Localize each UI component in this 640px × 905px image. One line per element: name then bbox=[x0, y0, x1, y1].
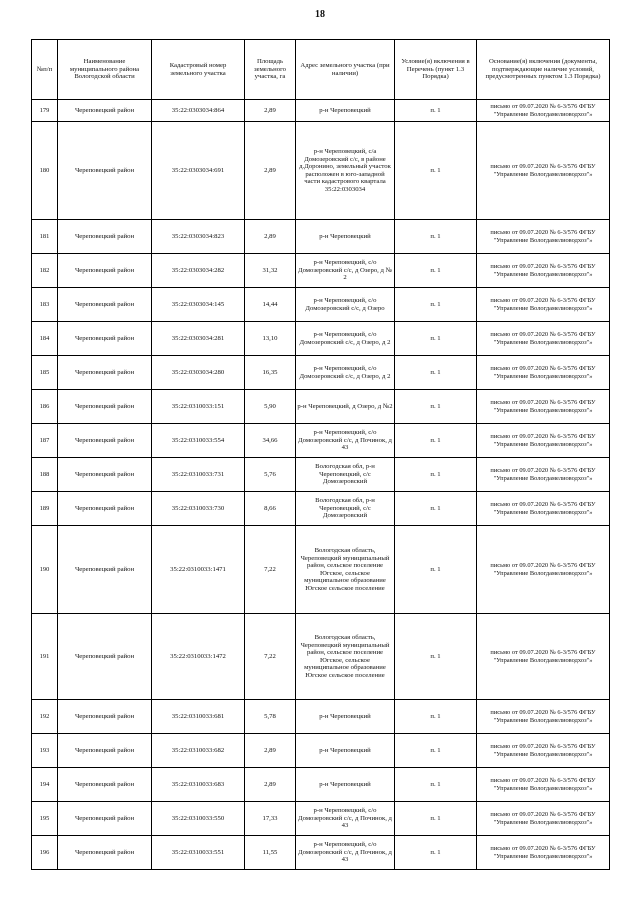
table-row bbox=[32, 100, 610, 122]
basis-cell: письмо от 09.07.2020 № 6-3/576 ФГБУ "Управление Вологдамелиоводхоз"» bbox=[477, 836, 610, 870]
basis-cell: письмо от 09.07.2020 № 6-3/576 ФГБУ "Управление Вологдамелиоводхоз"» bbox=[477, 526, 610, 614]
district-cell: Череповецкий район bbox=[58, 836, 152, 870]
cadastral-number-cell: 35:22:0303034:823 bbox=[152, 220, 245, 254]
address-cell: р-н Череповецкий, с/о Домозеровский с/с, д Починок, д 43 bbox=[296, 836, 395, 870]
area-cell: 34,66 bbox=[245, 424, 296, 458]
cadastral-number-cell: 35:22:0310033:730 bbox=[152, 492, 245, 526]
table-row bbox=[32, 424, 610, 458]
condition-cell: п. 1 bbox=[395, 526, 477, 614]
area-cell: 17,33 bbox=[245, 802, 296, 836]
basis-cell: письмо от 09.07.2020 № 6-3/576 ФГБУ "Управление Вологдамелиоводхоз"» bbox=[477, 458, 610, 492]
header-condition: Условие(я) включения в Перечень (пункт 1.3 Порядка) bbox=[395, 40, 477, 100]
condition-cell: п. 1 bbox=[395, 734, 477, 768]
table-row bbox=[32, 254, 610, 288]
district-cell: Череповецкий район bbox=[58, 100, 152, 122]
condition-cell: п. 1 bbox=[395, 836, 477, 870]
address-cell: р-н Череповецкий, с/о Домозеровский с/с, д Починок, д 43 bbox=[296, 802, 395, 836]
basis-cell: письмо от 09.07.2020 № 6-3/576 ФГБУ "Управление Вологдамелиоводхоз"» bbox=[477, 424, 610, 458]
address-cell: р-н Череповецкий bbox=[296, 768, 395, 802]
district-cell: Череповецкий район bbox=[58, 322, 152, 356]
district-cell: Череповецкий район bbox=[58, 768, 152, 802]
cadastral-number-cell: 35:22:0303034:864 bbox=[152, 100, 245, 122]
condition-cell: п. 1 bbox=[395, 390, 477, 424]
district-cell: Череповецкий район bbox=[58, 122, 152, 220]
district-cell: Череповецкий район bbox=[58, 492, 152, 526]
basis-cell: письмо от 09.07.2020 № 6-3/576 ФГБУ "Управление Вологдамелиоводхоз"» bbox=[477, 356, 610, 390]
condition-cell: п. 1 bbox=[395, 768, 477, 802]
cadastral-number-cell: 35:22:0303034:282 bbox=[152, 254, 245, 288]
row-num-cell: 183 bbox=[32, 288, 58, 322]
basis-cell: письмо от 09.07.2020 № 6-3/576 ФГБУ "Управление Вологдамелиоводхоз"» bbox=[477, 390, 610, 424]
condition-cell: п. 1 bbox=[395, 492, 477, 526]
area-cell: 11,55 bbox=[245, 836, 296, 870]
condition-cell: п. 1 bbox=[395, 424, 477, 458]
cadastral-number-cell: 35:22:0310033:151 bbox=[152, 390, 245, 424]
area-cell: 8,66 bbox=[245, 492, 296, 526]
row-num-cell: 181 bbox=[32, 220, 58, 254]
area-cell: 14,44 bbox=[245, 288, 296, 322]
header-cadastral: Кадастровый номер земельного участка bbox=[152, 40, 245, 100]
basis-cell: письмо от 09.07.2020 № 6-3/576 ФГБУ "Управление Вологдамелиоводхоз"» bbox=[477, 802, 610, 836]
address-cell: Вологодская область, Череповецкий муниципальный район, сельское поселение Югское, сельское муниципальное образование Югское сельское поселение bbox=[296, 526, 395, 614]
basis-cell: письмо от 09.07.2020 № 6-3/576 ФГБУ "Управление Вологдамелиоводхоз"» bbox=[477, 100, 610, 122]
basis-cell: письмо от 09.07.2020 № 6-3/576 ФГБУ "Управление Вологдамелиоводхоз"» bbox=[477, 322, 610, 356]
condition-cell: п. 1 bbox=[395, 100, 477, 122]
row-num-cell: 194 bbox=[32, 768, 58, 802]
district-cell: Череповецкий район bbox=[58, 424, 152, 458]
table-row bbox=[32, 356, 610, 390]
district-cell: Череповецкий район bbox=[58, 254, 152, 288]
table-row bbox=[32, 526, 610, 614]
table-row bbox=[32, 122, 610, 220]
condition-cell: п. 1 bbox=[395, 322, 477, 356]
cadastral-number-cell: 35:22:0310033:1471 bbox=[152, 526, 245, 614]
area-cell: 13,10 bbox=[245, 322, 296, 356]
table-row bbox=[32, 734, 610, 768]
cadastral-number-cell: 35:22:0310033:1472 bbox=[152, 614, 245, 700]
cadastral-number-cell: 35:22:0303034:691 bbox=[152, 122, 245, 220]
table-row bbox=[32, 220, 610, 254]
address-cell: р-н Череповецкий, с/о Домозеровский с/с, д Озеро, д 2 bbox=[296, 356, 395, 390]
area-cell: 2,89 bbox=[245, 768, 296, 802]
table-header-row bbox=[32, 40, 610, 100]
row-num-cell: 185 bbox=[32, 356, 58, 390]
district-cell: Череповецкий район bbox=[58, 458, 152, 492]
address-cell: р-н Череповецкий, с/о Домозеровский с/с, д Починок, д 43 bbox=[296, 424, 395, 458]
basis-cell: письмо от 09.07.2020 № 6-3/576 ФГБУ "Управление Вологдамелиоводхоз"» bbox=[477, 734, 610, 768]
area-cell: 31,32 bbox=[245, 254, 296, 288]
address-cell: р-н Череповецкий, с/о Домозеровский с/с, д Озеро bbox=[296, 288, 395, 322]
row-num-cell: 190 bbox=[32, 526, 58, 614]
cadastral-number-cell: 35:22:0303034:281 bbox=[152, 322, 245, 356]
page-number: 18 bbox=[315, 9, 325, 20]
area-cell: 5,76 bbox=[245, 458, 296, 492]
header-address: Адрес земельного участка (при наличии) bbox=[296, 40, 395, 100]
row-num-cell: 184 bbox=[32, 322, 58, 356]
basis-cell: письмо от 09.07.2020 № 6-3/576 ФГБУ "Управление Вологдамелиоводхоз"» bbox=[477, 700, 610, 734]
cadastral-number-cell: 35:22:0310033:554 bbox=[152, 424, 245, 458]
address-cell: р-н Череповецкий, с/о Домозеровский с/с, д Озеро, д № 2 bbox=[296, 254, 395, 288]
basis-cell: письмо от 09.07.2020 № 6-3/576 ФГБУ "Управление Вологдамелиоводхоз"» bbox=[477, 288, 610, 322]
cadastral-number-cell: 35:22:0303034:280 bbox=[152, 356, 245, 390]
address-cell: Вологодская обл, р-н Череповецкий, с/с Домозеровский bbox=[296, 492, 395, 526]
row-num-cell: 186 bbox=[32, 390, 58, 424]
district-cell: Череповецкий район bbox=[58, 220, 152, 254]
table-row bbox=[32, 768, 610, 802]
table-row bbox=[32, 614, 610, 700]
basis-cell: письмо от 09.07.2020 № 6-3/576 ФГБУ "Управление Вологдамелиоводхоз"» bbox=[477, 614, 610, 700]
district-cell: Череповецкий район bbox=[58, 700, 152, 734]
address-cell: р-н Череповецкий, д Озеро, д №2 bbox=[296, 390, 395, 424]
row-num-cell: 191 bbox=[32, 614, 58, 700]
table-row bbox=[32, 288, 610, 322]
basis-cell: письмо от 09.07.2020 № 6-3/576 ФГБУ "Управление Вологдамелиоводхоз"» bbox=[477, 220, 610, 254]
area-cell: 2,89 bbox=[245, 734, 296, 768]
district-cell: Череповецкий район bbox=[58, 390, 152, 424]
area-cell: 7,22 bbox=[245, 614, 296, 700]
row-num-cell: 192 bbox=[32, 700, 58, 734]
row-num-cell: 195 bbox=[32, 802, 58, 836]
address-cell: р-н Череповецкий bbox=[296, 700, 395, 734]
address-cell: Вологодская обл, р-н Череповецкий, с/с Домозеровский bbox=[296, 458, 395, 492]
row-num-cell: 187 bbox=[32, 424, 58, 458]
district-cell: Череповецкий район bbox=[58, 526, 152, 614]
row-num-cell: 180 bbox=[32, 122, 58, 220]
district-cell: Череповецкий район bbox=[58, 614, 152, 700]
district-cell: Череповецкий район bbox=[58, 802, 152, 836]
row-num-cell: 179 bbox=[32, 100, 58, 122]
land-plots-table bbox=[31, 39, 610, 870]
header-num: №п/п bbox=[32, 40, 58, 100]
condition-cell: п. 1 bbox=[395, 802, 477, 836]
area-cell: 2,89 bbox=[245, 100, 296, 122]
basis-cell: письмо от 09.07.2020 № 6-3/576 ФГБУ "Управление Вологдамелиоводхоз"» bbox=[477, 492, 610, 526]
condition-cell: п. 1 bbox=[395, 122, 477, 220]
condition-cell: п. 1 bbox=[395, 614, 477, 700]
table-row bbox=[32, 492, 610, 526]
cadastral-number-cell: 35:22:0310033:682 bbox=[152, 734, 245, 768]
header-district: Наименование муниципального района Вологодской области bbox=[58, 40, 152, 100]
condition-cell: п. 1 bbox=[395, 220, 477, 254]
table-row bbox=[32, 802, 610, 836]
header-basis: Основание(я) включения (документы, подтверждающие наличие условий, предусмотренных пунктом 1.3 Порядка) bbox=[477, 40, 610, 100]
condition-cell: п. 1 bbox=[395, 700, 477, 734]
row-num-cell: 193 bbox=[32, 734, 58, 768]
cadastral-number-cell: 35:22:0303034:145 bbox=[152, 288, 245, 322]
condition-cell: п. 1 bbox=[395, 458, 477, 492]
table-body bbox=[32, 100, 610, 870]
area-cell: 5,78 bbox=[245, 700, 296, 734]
cadastral-number-cell: 35:22:0310033:550 bbox=[152, 802, 245, 836]
header-area: Площадь земельного участка, га bbox=[245, 40, 296, 100]
row-num-cell: 189 bbox=[32, 492, 58, 526]
district-cell: Череповецкий район bbox=[58, 288, 152, 322]
cadastral-number-cell: 35:22:0310033:683 bbox=[152, 768, 245, 802]
area-cell: 2,89 bbox=[245, 122, 296, 220]
table-row bbox=[32, 322, 610, 356]
table-row bbox=[32, 700, 610, 734]
area-cell: 5,90 bbox=[245, 390, 296, 424]
address-cell: р-н Череповецкий bbox=[296, 100, 395, 122]
table-row bbox=[32, 458, 610, 492]
row-num-cell: 182 bbox=[32, 254, 58, 288]
basis-cell: письмо от 09.07.2020 № 6-3/576 ФГБУ "Управление Вологдамелиоводхоз"» bbox=[477, 122, 610, 220]
district-cell: Череповецкий район bbox=[58, 356, 152, 390]
cadastral-number-cell: 35:22:0310033:551 bbox=[152, 836, 245, 870]
row-num-cell: 188 bbox=[32, 458, 58, 492]
area-cell: 2,89 bbox=[245, 220, 296, 254]
cadastral-number-cell: 35:22:0310033:681 bbox=[152, 700, 245, 734]
area-cell: 16,35 bbox=[245, 356, 296, 390]
condition-cell: п. 1 bbox=[395, 254, 477, 288]
address-cell: р-н Череповецкий bbox=[296, 734, 395, 768]
table-row bbox=[32, 390, 610, 424]
address-cell: Вологодская область, Череповецкий муниципальный район, сельское поселение Югское, сельское муниципальное образование Югское сельское поселение bbox=[296, 614, 395, 700]
area-cell: 7,22 bbox=[245, 526, 296, 614]
address-cell: р-н Череповецкий bbox=[296, 220, 395, 254]
row-num-cell: 196 bbox=[32, 836, 58, 870]
basis-cell: письмо от 09.07.2020 № 6-3/576 ФГБУ "Управление Вологдамелиоводхоз"» bbox=[477, 254, 610, 288]
condition-cell: п. 1 bbox=[395, 356, 477, 390]
condition-cell: п. 1 bbox=[395, 288, 477, 322]
address-cell: р-н Череповецкий, с/о Домозеровский с/с, д Озеро, д 2 bbox=[296, 322, 395, 356]
basis-cell: письмо от 09.07.2020 № 6-3/576 ФГБУ "Управление Вологдамелиоводхоз"» bbox=[477, 768, 610, 802]
table-row bbox=[32, 836, 610, 870]
cadastral-number-cell: 35:22:0310033:731 bbox=[152, 458, 245, 492]
address-cell: р-н Череповецкий, с/а Домозеровский с/с, в районе д.Доронино, земельный участок расположен в юго-западной части кадастрового квартала 35:22:0303034 bbox=[296, 122, 395, 220]
district-cell: Череповецкий район bbox=[58, 734, 152, 768]
